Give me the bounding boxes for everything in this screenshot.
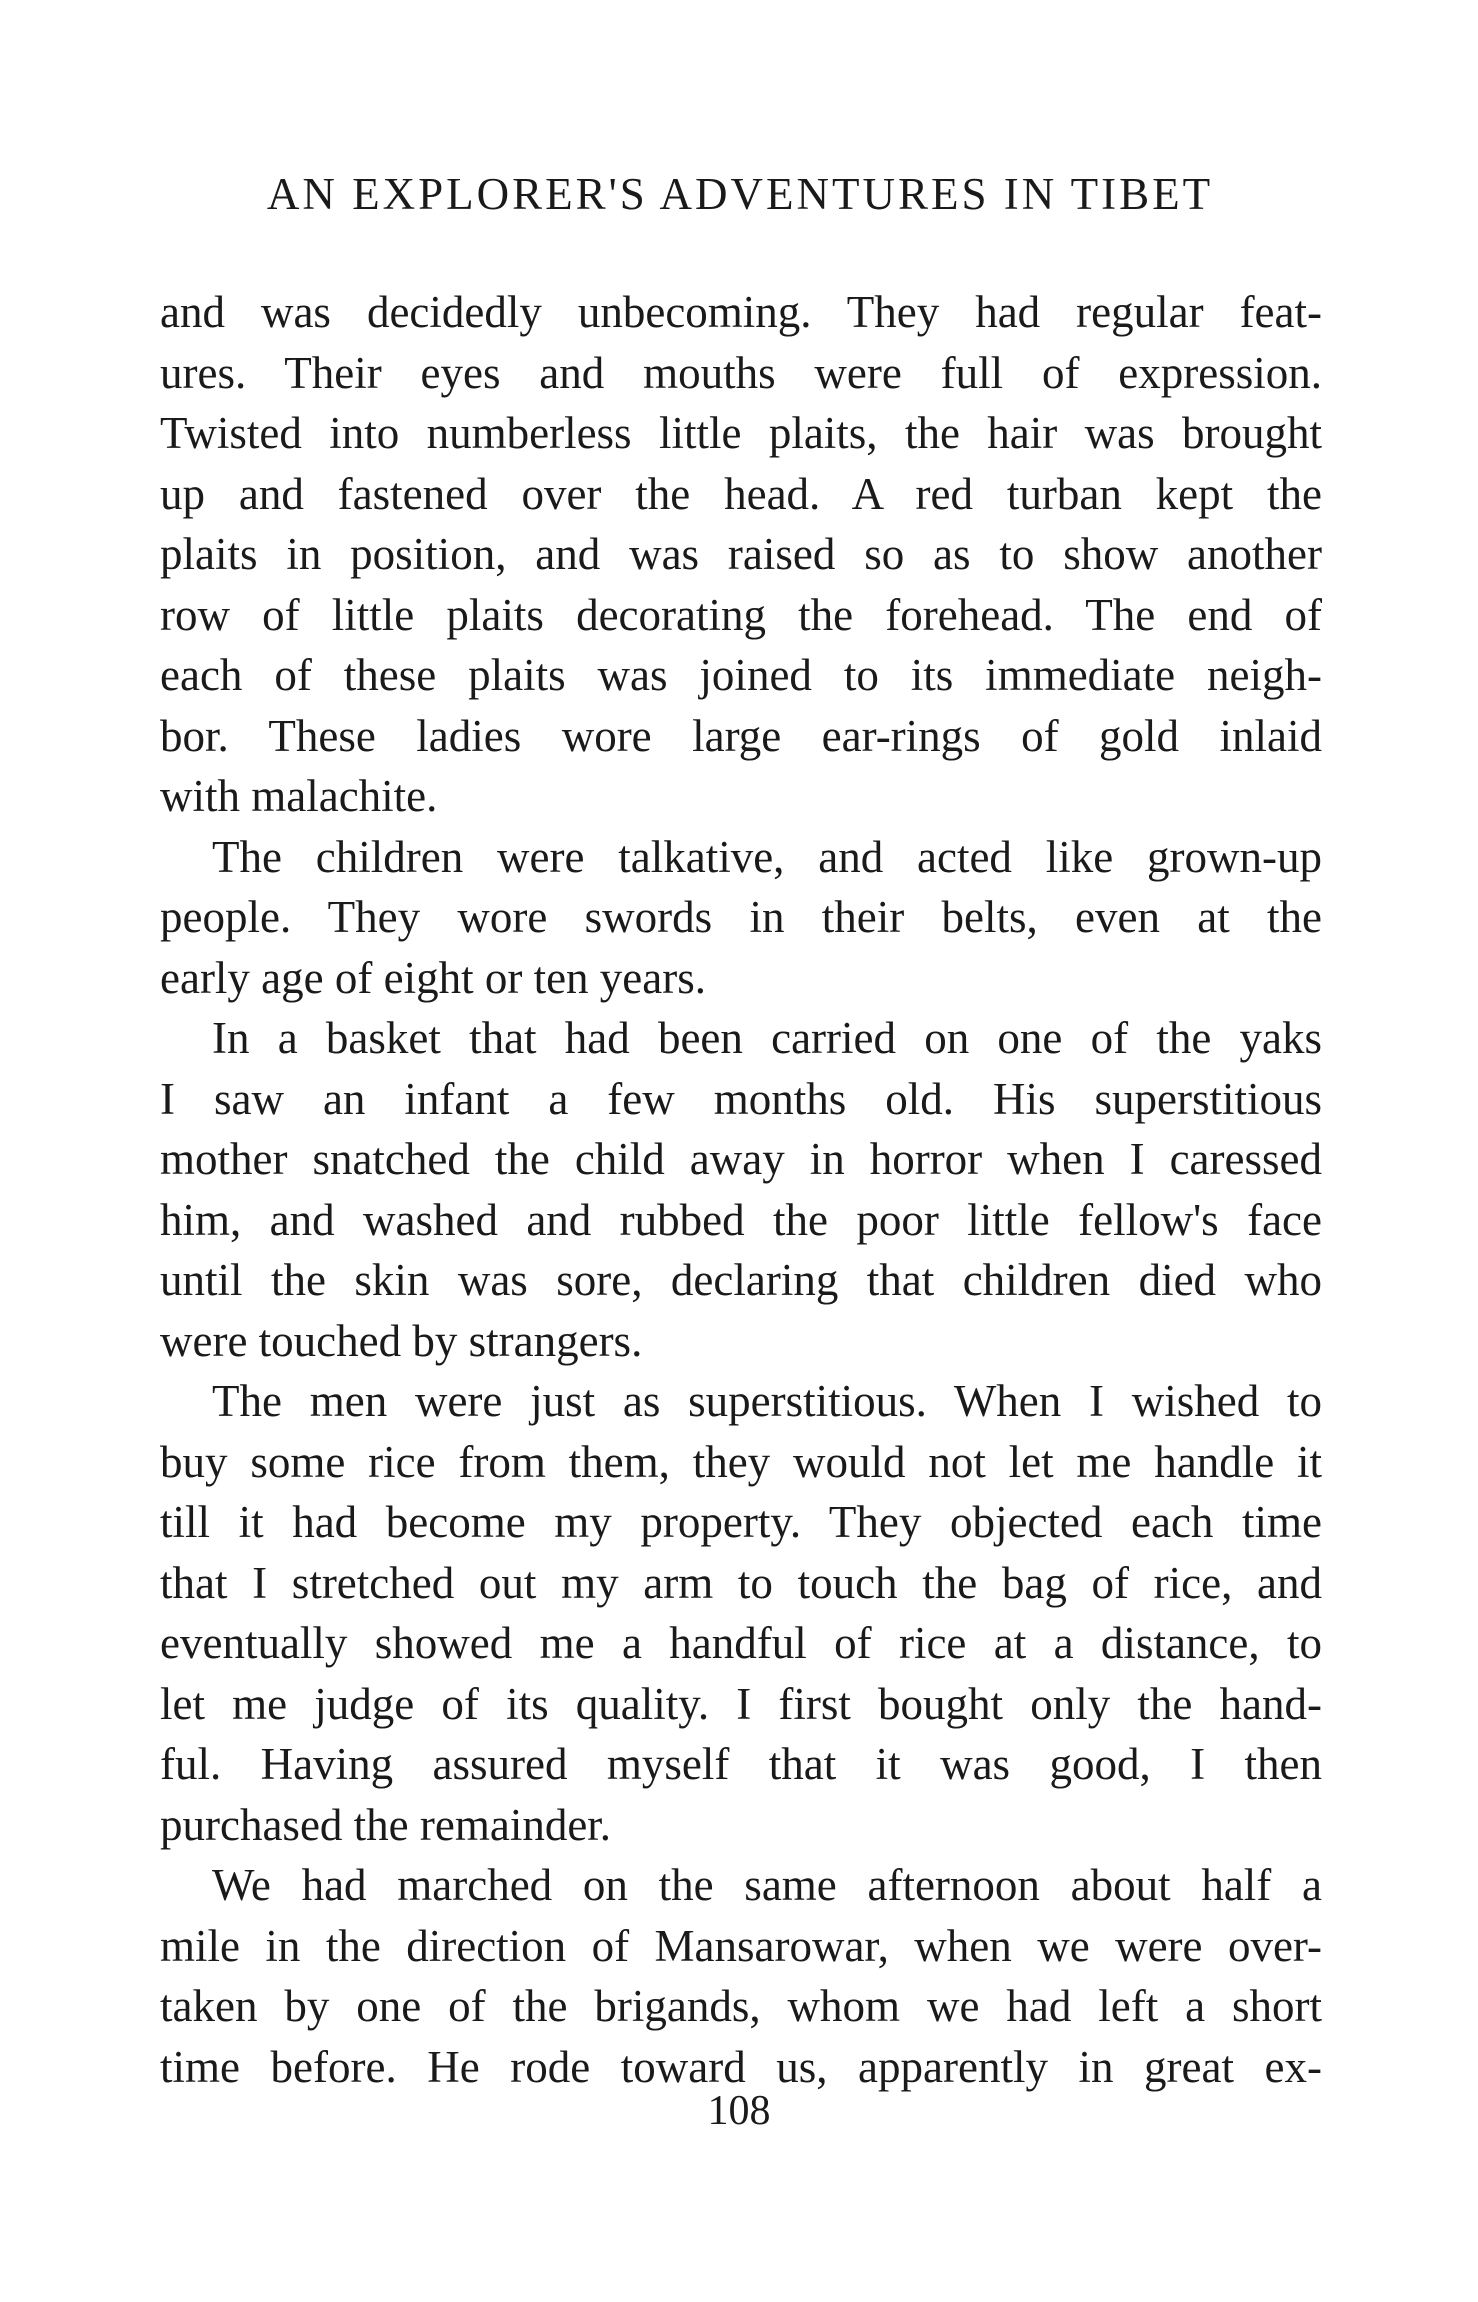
text-line: time before. He rode toward us, apparently in great ex- <box>160 2041 1322 2092</box>
text-line: taken by one of the brigands, whom we had left a short <box>160 1981 1322 2031</box>
text-line: him, and washed and rubbed the poor little fellow's face <box>160 1194 1322 1245</box>
page-number: 108 <box>707 2088 771 2134</box>
text-line: bor. These ladies wore large ear-rings of gold inlaid <box>160 710 1322 761</box>
text-line: Twisted into numberless little plaits, the hair was brought <box>160 408 1322 458</box>
text-line: till it had become my property. They objected each time <box>160 1497 1322 1547</box>
paragraph-first-line: The children were talkative, and acted like grown-up <box>212 831 1322 882</box>
text-line: I saw an infant a few months old. His superstitious <box>160 1073 1322 1124</box>
text-line: until the skin was sore, declaring that children died who <box>160 1255 1322 1305</box>
text-line: row of little plaits decorating the forehead. The end of <box>160 589 1322 640</box>
text-line: purchased the remainder. <box>160 1799 612 1850</box>
paragraph-first-line: The men were just as superstitious. When I wished to <box>212 1376 1322 1426</box>
text-line: eventually showed me a handful of rice at a distance, to <box>160 1618 1322 1668</box>
text-line: each of these plaits was joined to its immediate neigh- <box>160 650 1322 700</box>
text-line: plaits in position, and was raised so as to show another <box>160 529 1322 579</box>
text-line: ures. Their eyes and mouths were full of expression. <box>160 347 1322 398</box>
paragraph-first-line: In a basket that had been carried on one of the yaks <box>212 1013 1322 1063</box>
text-line: ful. Having assured myself that it was good, I then <box>160 1739 1322 1789</box>
text-line: up and fastened over the head. A red turban kept the <box>160 468 1322 519</box>
text-line: let me judge of its quality. I first bought only the hand- <box>160 1678 1322 1729</box>
text-line: were touched by strangers. <box>160 1315 643 1366</box>
text-line: people. They wore swords in their belts, even at the <box>160 892 1322 942</box>
running-title: AN EXPLORER'S ADVENTURES IN TIBET <box>266 169 1214 219</box>
body-text <box>160 282 1322 2097</box>
text-line: buy some rice from them, they would not let me handle it <box>160 1436 1322 1487</box>
paragraph-first-line: We had marched on the same afternoon about half a <box>212 1860 1322 1910</box>
text-line: with malachite. <box>160 771 438 821</box>
text-line: mother snatched the child away in horror when I caressed <box>160 1134 1322 1184</box>
text-line: and was decidedly unbecoming. They had regular feat- <box>160 287 1322 337</box>
text-line: early age of eight or ten years. <box>160 952 706 1003</box>
text-line: mile in the direction of Mansarowar, when we were over- <box>160 1920 1322 1971</box>
text-line: that I stretched out my arm to touch the bag of rice, and <box>160 1557 1322 1608</box>
